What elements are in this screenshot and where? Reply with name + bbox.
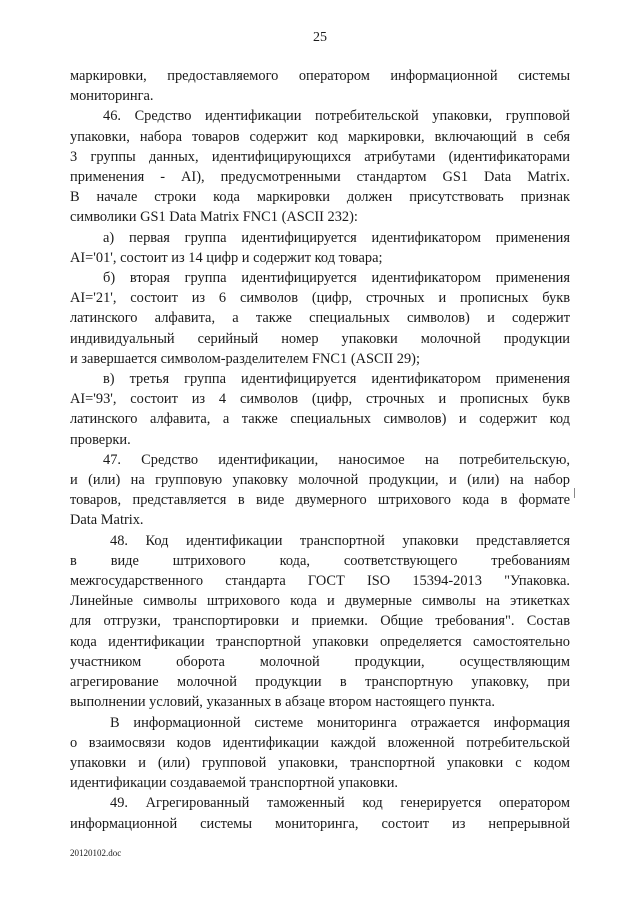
text-line: В начале строки кода маркировки должен присутствовать признак xyxy=(70,189,570,206)
text-line: 48. Код идентификации транспортной упаковки представляется xyxy=(110,532,570,549)
text-line: индивидуальный серийный номер упаковки молочной продукции xyxy=(70,330,570,347)
text-line: и (или) на групповую упаковку молочной продукции, и (или) на набор xyxy=(70,472,570,489)
text-line: 3 группы данных, идентифицирующихся атрибутами (идентификаторами xyxy=(70,148,570,165)
text-line: AI='93', состоит из 4 символов (цифр, строчных и прописных букв xyxy=(70,391,570,408)
text-line: символики GS1 Data Matrix FNC1 (ASCII 232): xyxy=(70,209,358,226)
text-line: в виде штрихового кода, соответствующего требованиям xyxy=(70,552,570,569)
text-line: В информационной системе мониторинга отражается информация xyxy=(110,714,570,731)
text-line: упаковки, набора товаров содержит код маркировки, включающий в себя xyxy=(70,128,570,145)
margin-mark xyxy=(574,488,575,498)
text-line: межгосударственного стандарта ГОСТ ISO 15394-2013 "Упаковка. xyxy=(70,573,570,590)
text-line: товаров, представляется в виде двумерного штрихового кода в формате xyxy=(70,492,570,509)
page-number: 25 xyxy=(313,30,327,45)
text-line: кода идентификации транспортной упаковки определяется самостоятельно xyxy=(70,633,570,650)
text-line: для отгрузки, транспортировки и приемки. Общие требования". Состав xyxy=(70,613,570,630)
text-line: упаковки и (или) групповой упаковки, транспортной упаковки с кодом xyxy=(70,754,570,771)
text-line: Линейные символы штрихового кода и двумерные символы на этикетках xyxy=(70,593,570,610)
text-line: мониторинга. xyxy=(70,88,154,105)
text-line: 46. Средство идентификации потребительской упаковки, групповой xyxy=(103,108,570,125)
text-line: латинского алфавита, а также специальных символов) и содержит xyxy=(70,310,570,327)
text-line: латинского алфавита, а также специальных символов) и содержит код xyxy=(70,411,570,428)
footer-filename: 20120102.doc xyxy=(70,848,122,858)
text-line: маркировки, предоставляемого оператором информационной системы xyxy=(70,68,570,84)
text-line: AI='01', состоит из 14 цифр и содержит код товара; xyxy=(70,249,383,266)
text-line: Data Matrix. xyxy=(70,512,144,529)
text-line: применения - AI), предусмотренными стандартом GS1 Data Matrix. xyxy=(70,169,570,186)
text-line: о взаимосвязи кодов идентификации каждой вложенной потребительской xyxy=(70,734,570,751)
text-line: AI='21', состоит из 6 символов (цифр, строчных и прописных букв xyxy=(70,290,570,307)
text-line: участником оборота молочной продукции, осуществляющим xyxy=(70,653,570,670)
text-line: 47. Средство идентификации, наносимое на потребительскую, xyxy=(103,451,570,468)
text-line: выполнении условий, указанных в абзаце втором настоящего пункта. xyxy=(70,694,495,711)
text-line: а) первая группа идентифицируется идентификатором применения xyxy=(103,229,570,246)
document-body xyxy=(70,66,570,834)
text-line: информационной системы мониторинга, состоит из непрерывной xyxy=(70,815,570,832)
text-line: проверки. xyxy=(70,431,131,448)
text-line: 49. Агрегированный таможенный код генерируется оператором xyxy=(110,795,570,812)
text-line: в) третья группа идентифицируется идентификатором применения xyxy=(103,371,570,388)
text-line: идентификации создаваемой транспортной упаковки. xyxy=(70,775,399,792)
text-line: б) вторая группа идентифицируется идентификатором применения xyxy=(103,270,570,287)
text-line: агрегирование молочной продукции в транспортную упаковку, при xyxy=(70,674,570,691)
text-line: и завершается символом-разделителем FNC1 (ASCII 29); xyxy=(70,350,420,367)
